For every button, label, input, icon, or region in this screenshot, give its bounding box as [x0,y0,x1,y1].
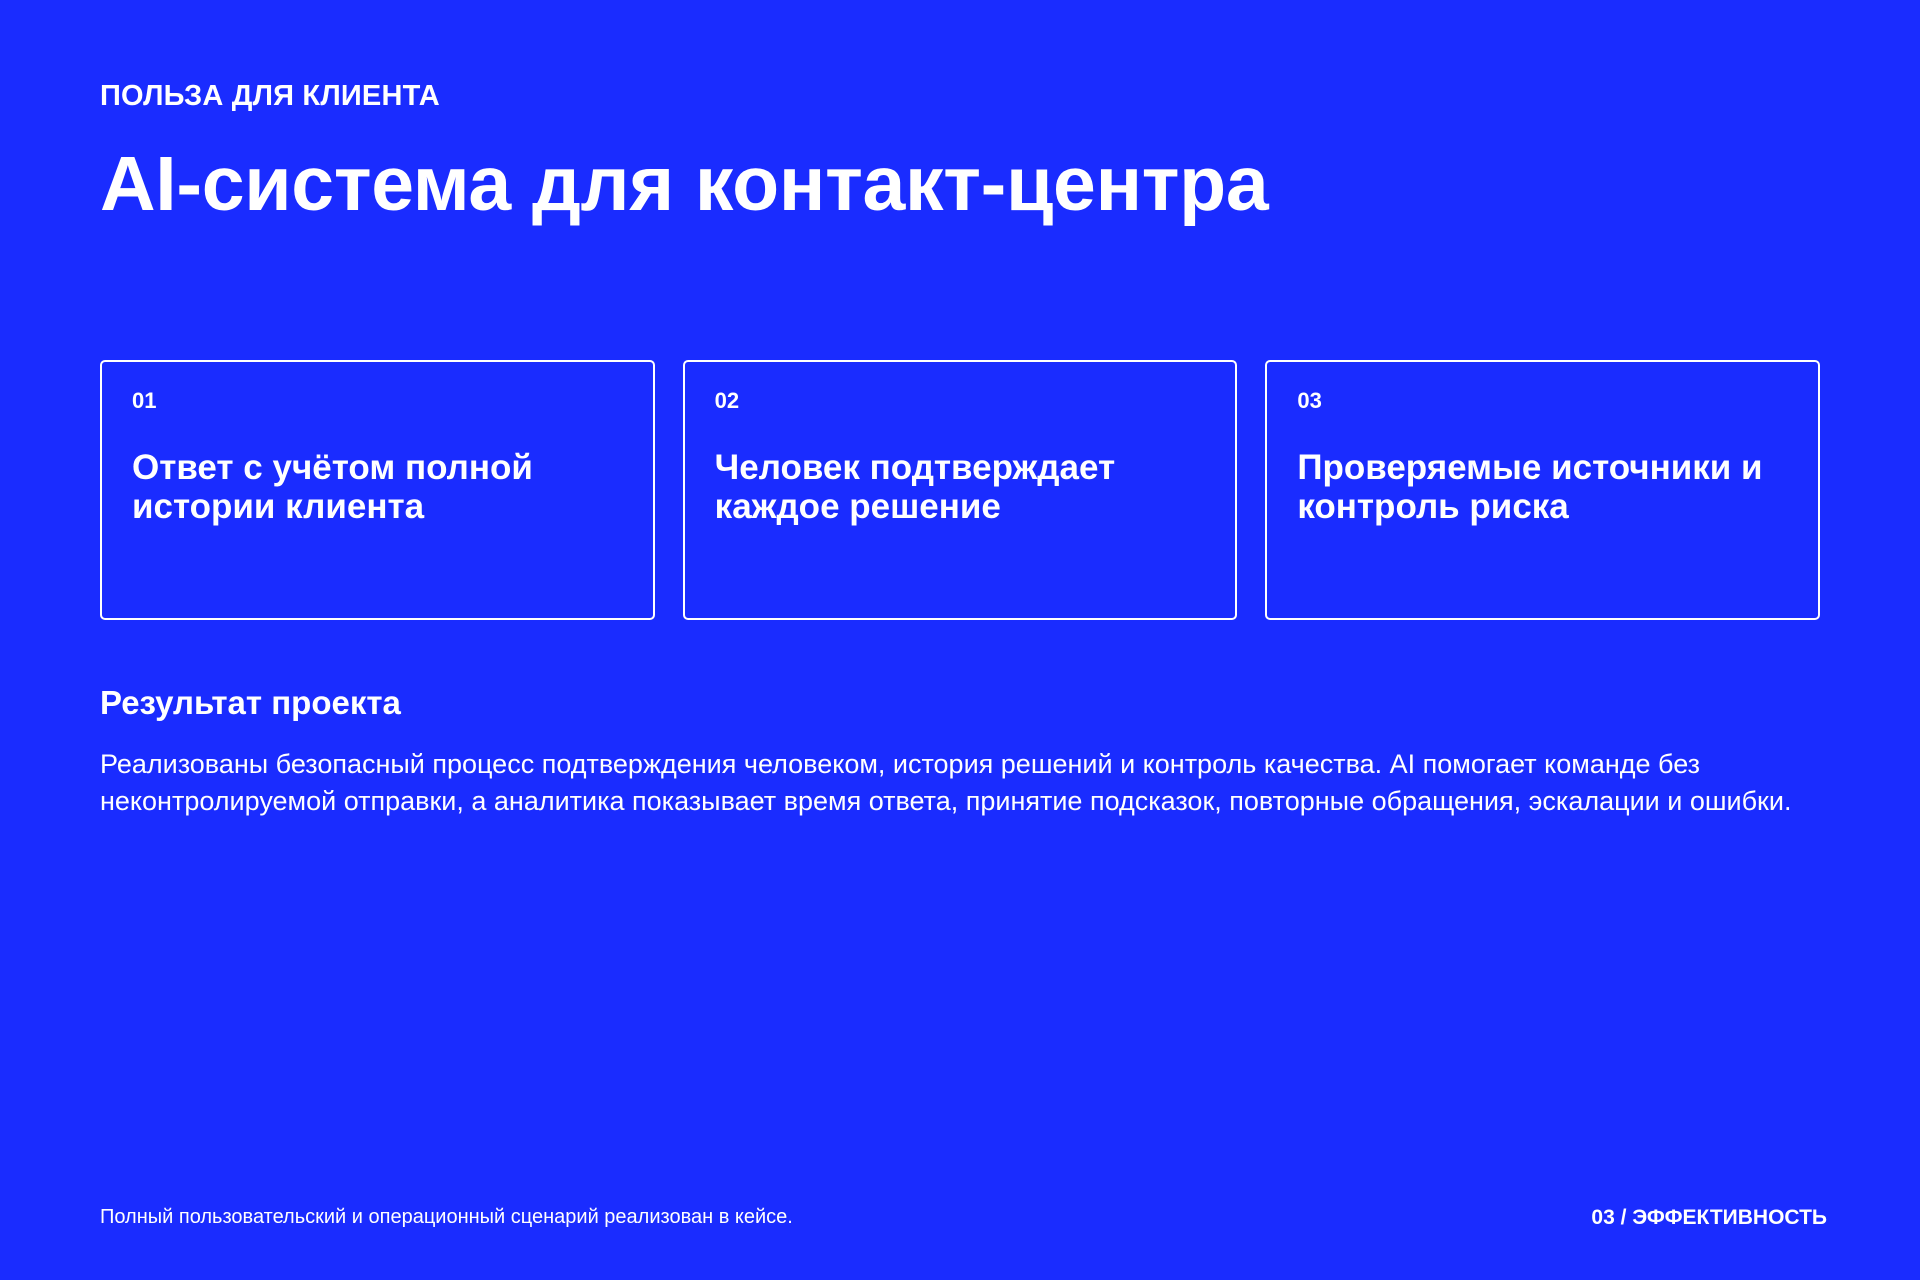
benefit-card [100,360,655,620]
footer-note: Полный пользовательский и операционный сценарий реализован в кейсе. [100,1206,793,1228]
card-title: Проверяемые источники и контроль риска [1297,448,1763,526]
card-number: 02 [714,388,740,413]
card-title: Ответ с учётом полной истории клиента [132,448,533,526]
result-heading: Результат проекта [100,684,401,721]
page-indicator: 03 / ЭФФЕКТИВНОСТЬ [1591,1206,1827,1229]
card-number: 01 [132,388,157,413]
benefit-card [683,360,1238,620]
card-title: Человек подтверждает каждое решение [714,448,1116,526]
result-text: Реализованы безопасный процесс подтверждения человеком, история решений и контроль качества. AI помогает команде без неконтролируемой отправки, а аналитика показывает время ответа, принятие подсказок, повторные обращения, эскалации и ошибки. [100,749,1792,816]
benefit-card [1265,360,1820,620]
card-number: 03 [1297,388,1322,413]
eyebrow-label: ПОЛЬЗА ДЛЯ КЛИЕНТА [100,80,440,112]
slide-title: AI-система для контакт-центра [100,141,1269,227]
benefit-cards [100,360,1820,620]
